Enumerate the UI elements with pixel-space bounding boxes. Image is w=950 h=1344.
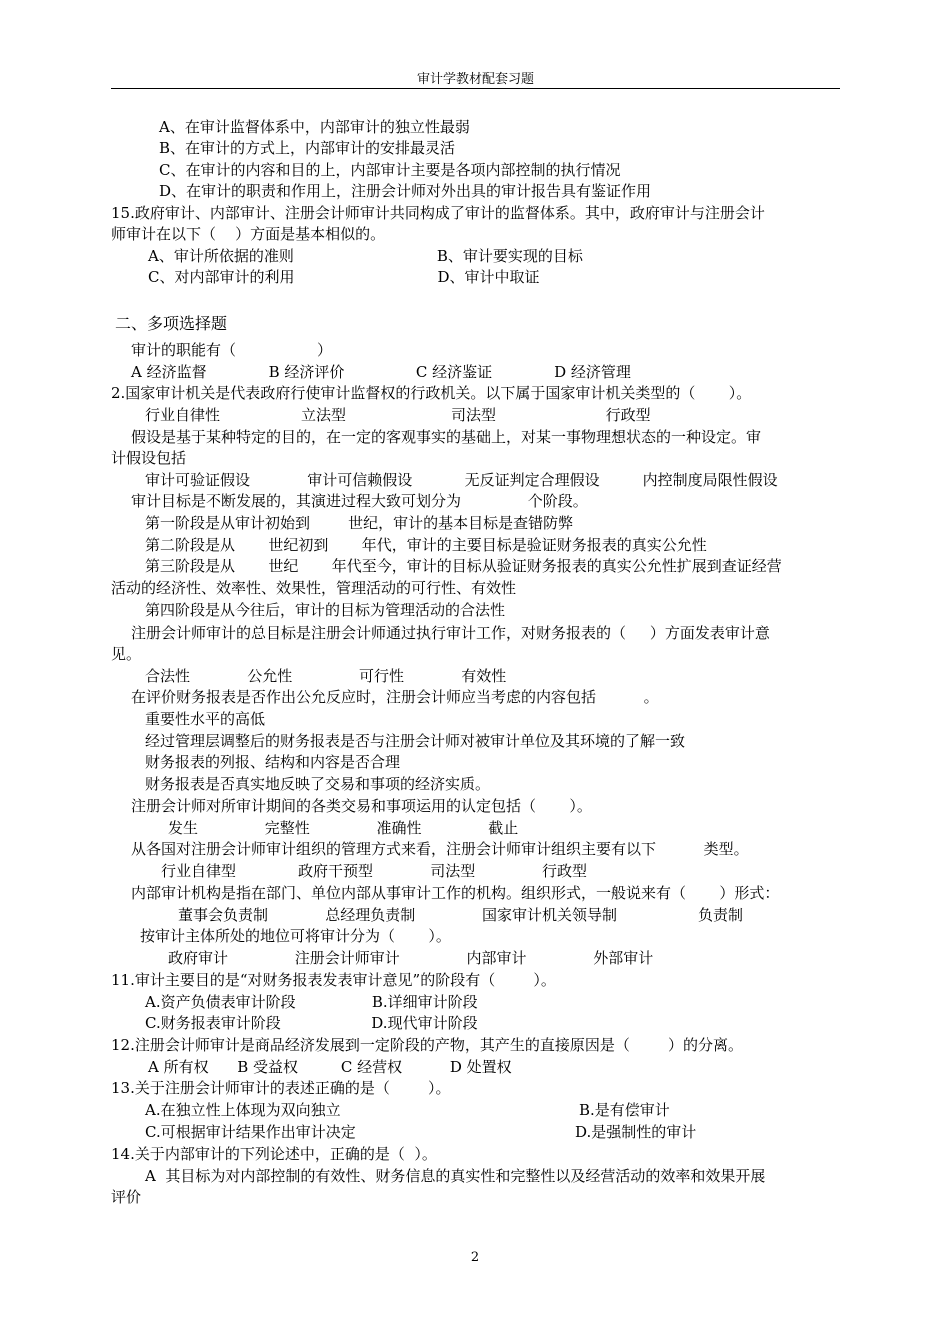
text-line: 第二阶段是从 世纪初到 年代，审计的主要目标是验证财务报表的真实公允性: [145, 536, 707, 554]
text-line: 15.政府审计、内部审计、注册会计师审计共同构成了审计的监督体系。其中，政府审计与注册会计: [111, 204, 765, 222]
text-line: 师审计在以下（ ）方面是基本相似的。: [111, 225, 386, 243]
text-line: 行业自律型 政府干预型 司法型 行政型: [161, 862, 587, 880]
text-line: 14.关于内部审计的下列论述中，正确的是（ ）。: [111, 1145, 437, 1163]
text-line: A 所有权 B 受益权 C 经营权 D 处置权: [148, 1058, 512, 1076]
text-line: C、在审计的内容和目的上，内部审计主要是各项内部控制的执行情况: [159, 161, 621, 179]
section-title: 二、多项选择题: [115, 314, 228, 333]
page-header: 审计学教材配套习题: [416, 72, 534, 87]
text-line: C.可根据审计结果作出审计决定 D.是强制性的审计: [145, 1123, 697, 1141]
text-line: 注册会计师对所审计期间的各类交易和事项运用的认定包括（ ）。: [131, 797, 592, 815]
text-line: 评价: [111, 1188, 142, 1206]
text-line: 发生 完整性 准确性 截止: [168, 819, 519, 837]
text-line: B、在审计的方式上，内部审计的安排最灵活: [159, 139, 456, 157]
text-line: 财务报表的列报、结构和内容是否合理: [145, 753, 401, 771]
text-line: C.财务报表审计阶段 D.现代审计阶段: [145, 1014, 478, 1032]
text-line: 合法性 公允性 可行性 有效性: [145, 667, 507, 685]
text-line: A 其目标为对内部控制的有效性、财务信息的真实性和完整性以及经营活动的效率和效果开展: [145, 1167, 766, 1185]
text-line: 假设是基于某种特定的目的，在一定的客观事实的基础上，对某一事物理想状态的一种设定。审: [131, 428, 762, 446]
text-line: 从各国对注册会计师审计组织的管理方式来看，注册会计师审计组织主要有以下 类型。: [131, 840, 749, 858]
text-line: D、在审计的职责和作用上，注册会计师对外出具的审计报告具有鉴证作用: [159, 182, 652, 200]
text-line: 财务报表是否真实地反映了交易和事项的经济实质。: [145, 775, 491, 793]
text-line: 第三阶段是从 世纪 年代至今，审计的目标从验证财务报表的真实公允性扩展到查证经营: [145, 557, 782, 575]
text-line: 内部审计机构是指在部门、单位内部从事审计工作的机构。组织形式，一般说来有（ ）形式：: [131, 884, 780, 902]
text-line: 12.注册会计师审计是商品经济发展到一定阶段的产物，其产生的直接原因是（ ）的分离。: [111, 1036, 744, 1054]
text-line: A.在独立性上体现为双向独立 B.是有偿审计: [145, 1101, 670, 1119]
text-line: 在评价财务报表是否作出公允反应时，注册会计师应当考虑的内容包括 。: [131, 688, 659, 706]
text-line: 11.审计主要目的是“对财务报表发表审计意见”的阶段有（ ）。: [111, 971, 556, 989]
text-line: 重要性水平的高低: [145, 710, 266, 728]
text-line: 2.国家审计机关是代表政府行使审计监督权的行政机关。以下属于国家审计机关类型的（ ）。: [111, 384, 752, 402]
text-line: A、在审计监督体系中，内部审计的独立性最弱: [159, 118, 470, 136]
text-line: A.资产负债表审计阶段 B.详细审计阶段: [145, 993, 478, 1011]
text-line: 董事会负责制 总经理负责制 国家审计机关领导制 负责制: [178, 906, 744, 924]
text-line: 按审计主体所处的地位可将审计分为（ ）。: [140, 927, 451, 945]
text-line: A 经济监督 B 经济评价 C 经济鉴证 D 经济管理: [131, 363, 631, 381]
text-line: 政府审计 注册会计师审计 内部审计 外部审计: [168, 949, 654, 967]
text-line: A、审计所依据的准则 B、审计要实现的目标: [148, 247, 583, 265]
text-line: C、对内部审计的利用 D、审计中取证: [148, 268, 540, 286]
text-line: 审计目标是不断发展的，其演进过程大致可划分为 个阶段。: [131, 492, 588, 510]
text-line: 第一阶段是从审计初始到 世纪，审计的基本目标是查错防弊: [145, 514, 574, 532]
page-number: 2: [470, 1250, 480, 1265]
text-line: 注册会计师审计的总目标是注册会计师通过执行审计工作，对财务报表的（ ）方面发表审计意: [131, 624, 770, 642]
text-line: 审计的职能有（ ）: [131, 341, 333, 359]
text-line: 行业自律性 立法型 司法型 行政型: [145, 406, 651, 424]
text-line: 13.关于注册会计师审计的表述正确的是（ ）。: [111, 1079, 451, 1097]
text-line: 见。: [111, 645, 142, 663]
text-line: 经过管理层调整后的财务报表是否与注册会计师对被审计单位及其环境的了解一致: [145, 732, 686, 750]
text-line: 活动的经济性、效率性、效果性，管理活动的可行性、有效性: [111, 579, 517, 597]
header-rule: [111, 88, 840, 89]
text-line: 第四阶段是从今往后，审计的目标为管理活动的合法性: [145, 601, 506, 619]
text-line: 计假设包括: [111, 449, 187, 467]
text-line: 审计可验证假设 审计可信赖假设 无反证判定合理假设 内控制度局限性假设: [145, 471, 778, 489]
